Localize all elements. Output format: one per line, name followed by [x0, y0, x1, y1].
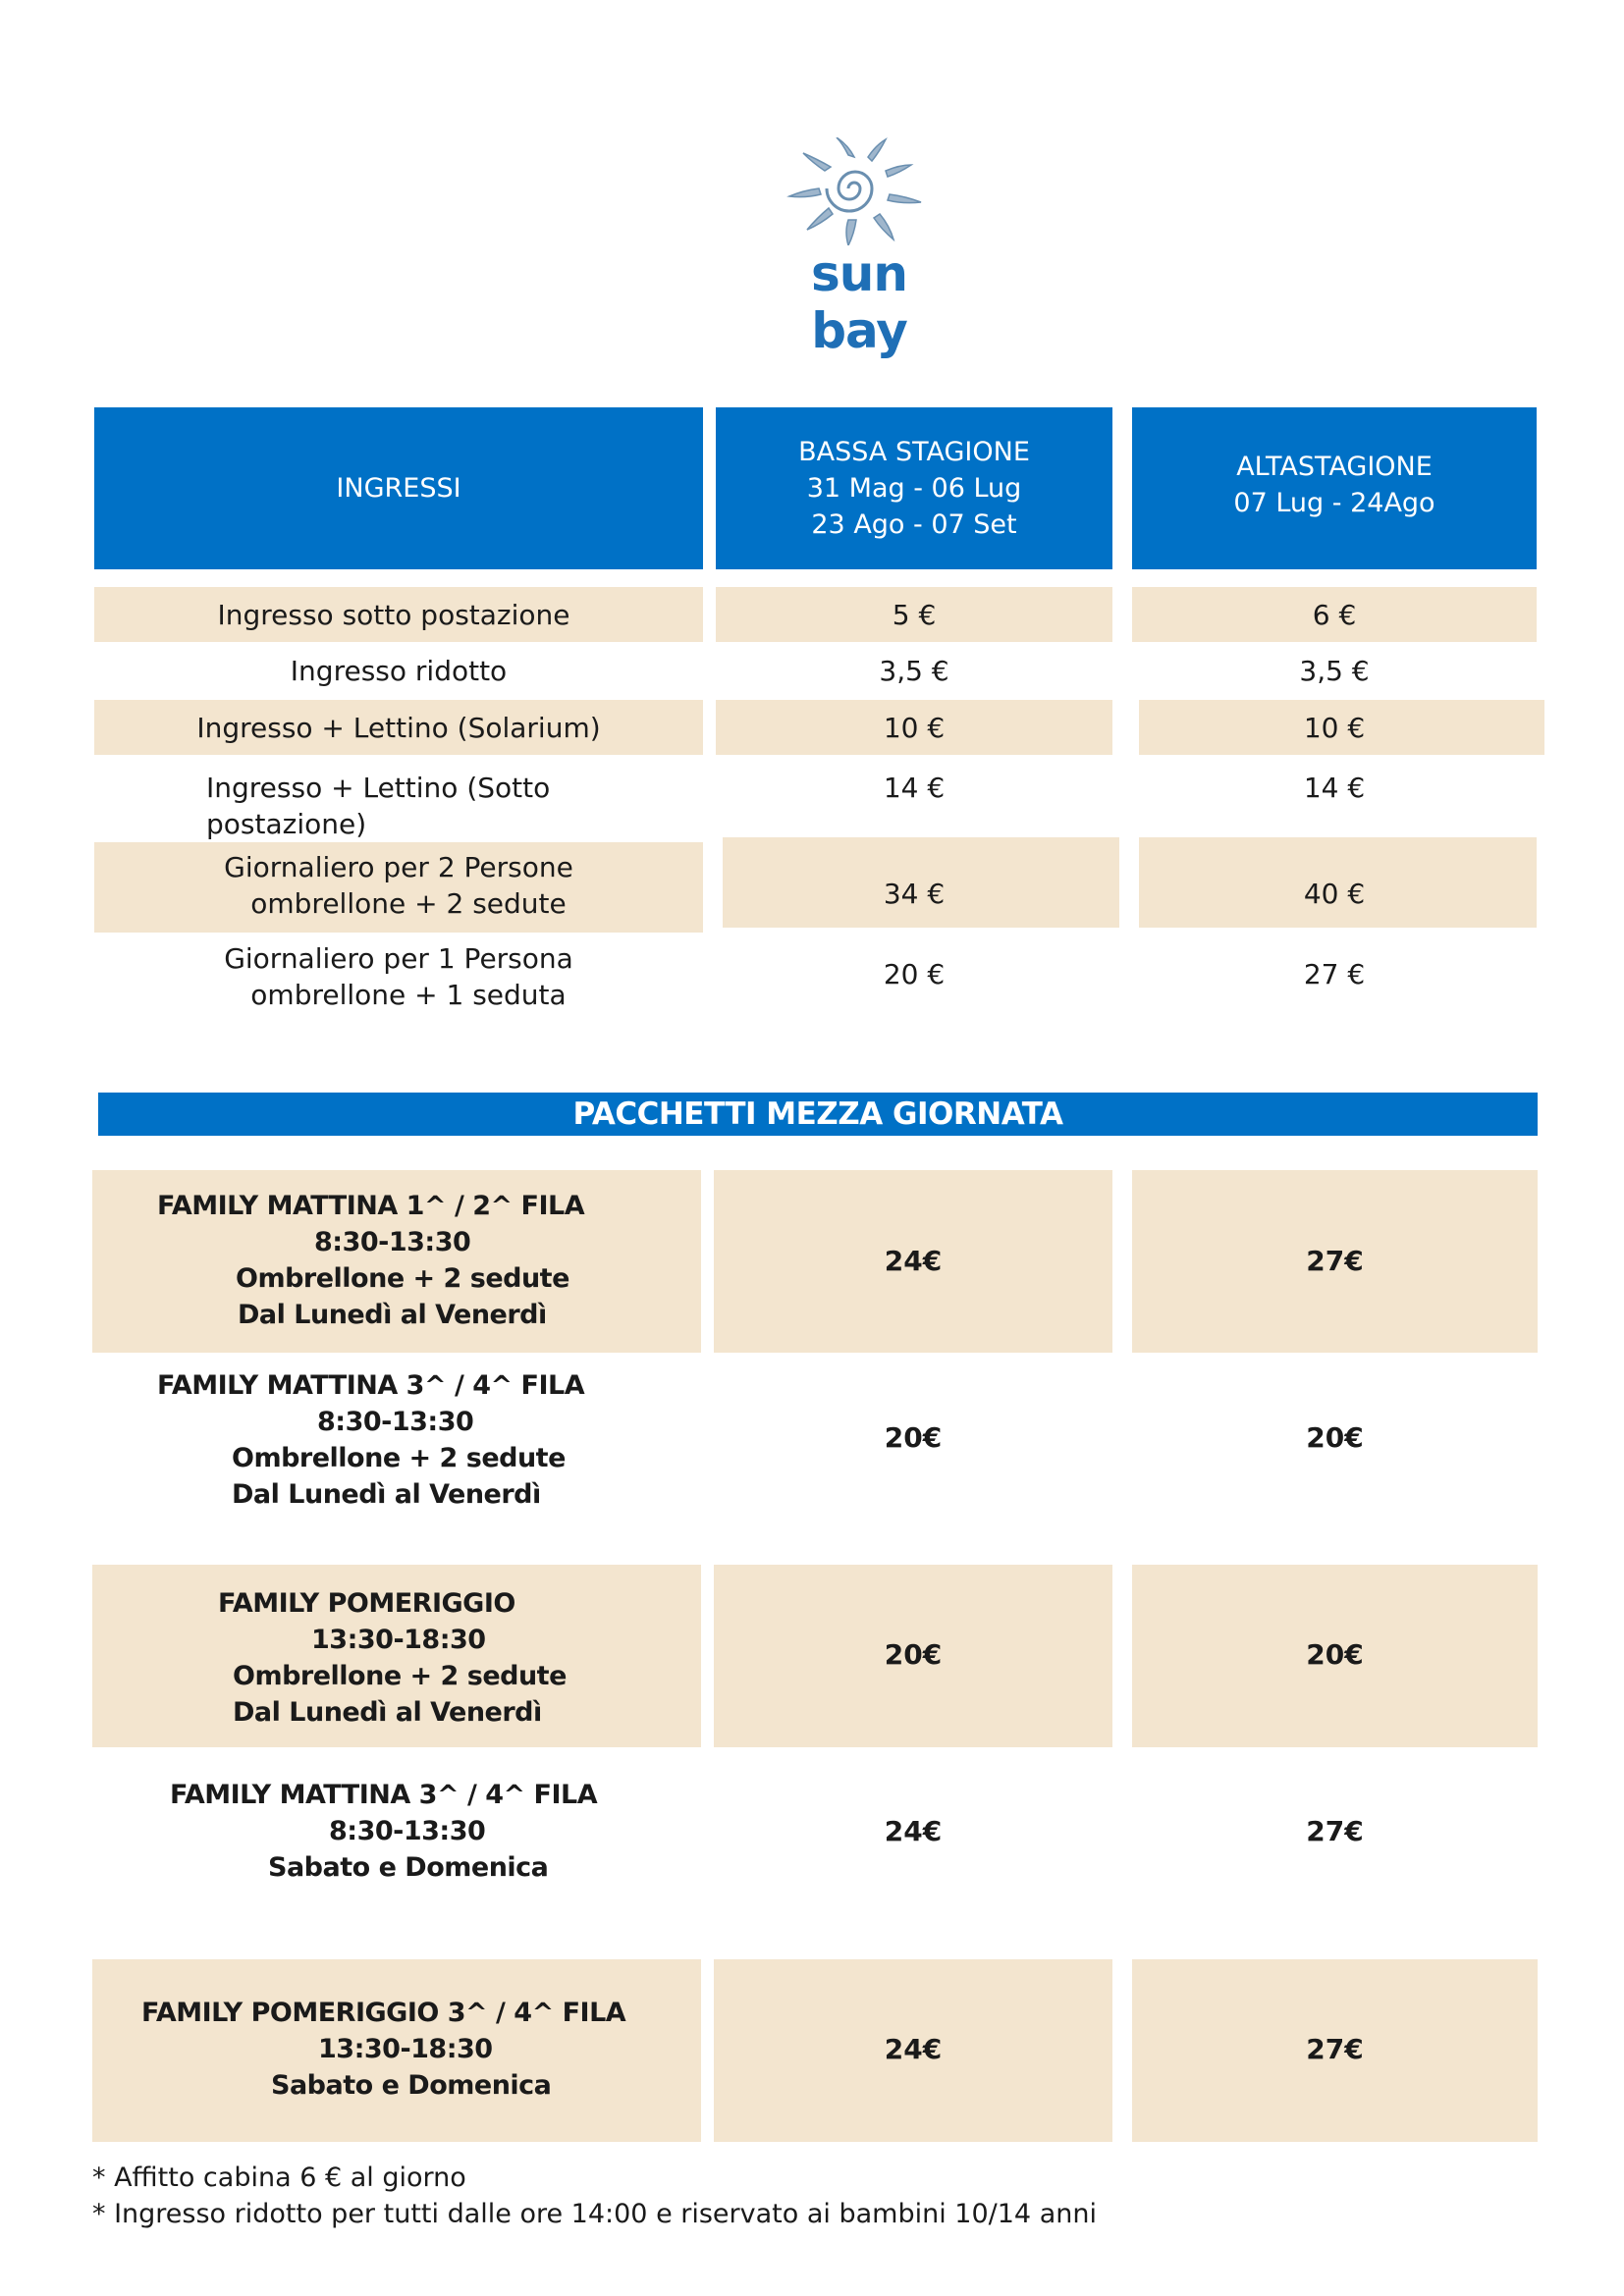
pacchetti-title-bar: PACCHETTI MEZZA GIORNATA: [98, 1093, 1538, 1136]
price-low: 14 €: [883, 771, 946, 804]
ingressi-label: Ingresso ridotto: [290, 654, 508, 687]
price-low: 20€: [884, 1420, 943, 1454]
price-high: 3,5 €: [1299, 654, 1370, 687]
package-label: FAMILY POMERIGGIO 3^ / 4^ FILA 13:30-18:30 Sabato e Domenica: [141, 1998, 626, 2101]
package-label: FAMILY MATTINA 1^ / 2^ FILA 8:30-13:30 Ombrellone + 2 sedute Dal Lunedì al Venerdì: [157, 1191, 585, 1330]
price-high: 20€: [1306, 1637, 1364, 1671]
footnote-ridotto: * Ingresso ridotto per tutti dalle ore 14:00 e riservato ai bambini 10/14 anni: [92, 2199, 1097, 2229]
price-low: 20 €: [883, 957, 946, 990]
price-high: 40 €: [1303, 877, 1366, 910]
ingressi-label: Ingresso sotto postazione: [217, 598, 570, 631]
ingressi-label: Ingresso + Lettino (Solarium): [196, 711, 601, 744]
logo-wordmark: sun bay: [811, 245, 907, 359]
price-low: 24€: [884, 1814, 943, 1847]
price-high: 27€: [1306, 1244, 1364, 1277]
package-label: FAMILY MATTINA 3^ / 4^ FILA 8:30-13:30 Ombrellone + 2 sedute Dal Lunedì al Venerdì: [157, 1370, 585, 1510]
header-ingressi: INGRESSI: [94, 407, 703, 569]
header-alta-stagione: ALTASTAGIONE 07 Lug - 24Ago: [1132, 407, 1537, 569]
price-low: 24€: [884, 2032, 943, 2065]
price-high: 27€: [1306, 2032, 1364, 2065]
price-low: 3,5 €: [879, 654, 949, 687]
package-label: FAMILY MATTINA 3^ / 4^ FILA 8:30-13:30 Sabato e Domenica: [170, 1780, 598, 1883]
price-low: 20€: [884, 1637, 943, 1671]
price-low: 5 €: [892, 598, 937, 631]
price-low: 10 €: [883, 711, 946, 744]
package-label: FAMILY POMERIGGIO 13:30-18:30 Ombrellone + 2 sedute Dal Lunedì al Venerdì: [218, 1588, 567, 1728]
price-high: 6 €: [1312, 598, 1357, 631]
price-high: 14 €: [1303, 771, 1366, 804]
ingressi-label: Giornaliero per 1 Persona ombrellone + 1 seduta: [224, 942, 573, 1011]
footnotes: [92, 2160, 1467, 2232]
price-high: 20€: [1306, 1420, 1364, 1454]
price-low: 34 €: [883, 877, 946, 910]
price-high: 27€: [1306, 1814, 1364, 1847]
price-high: 10 €: [1303, 711, 1366, 744]
price-low: 24€: [884, 1244, 943, 1277]
price-high: 27 €: [1303, 957, 1366, 990]
logo: [746, 137, 962, 359]
sun-icon: [746, 137, 962, 245]
ingressi-label: Ingresso + Lettino (Sotto postazione): [206, 772, 551, 840]
header-bassa-stagione: BASSA STAGIONE 31 Mag - 06 Lug 23 Ago - 07 Set: [716, 407, 1112, 569]
footnote-cabina: * Affitto cabina 6 € al giorno: [92, 2163, 466, 2193]
ingressi-label: Giornaliero per 2 Persone ombrellone + 2 sedute: [224, 851, 573, 920]
